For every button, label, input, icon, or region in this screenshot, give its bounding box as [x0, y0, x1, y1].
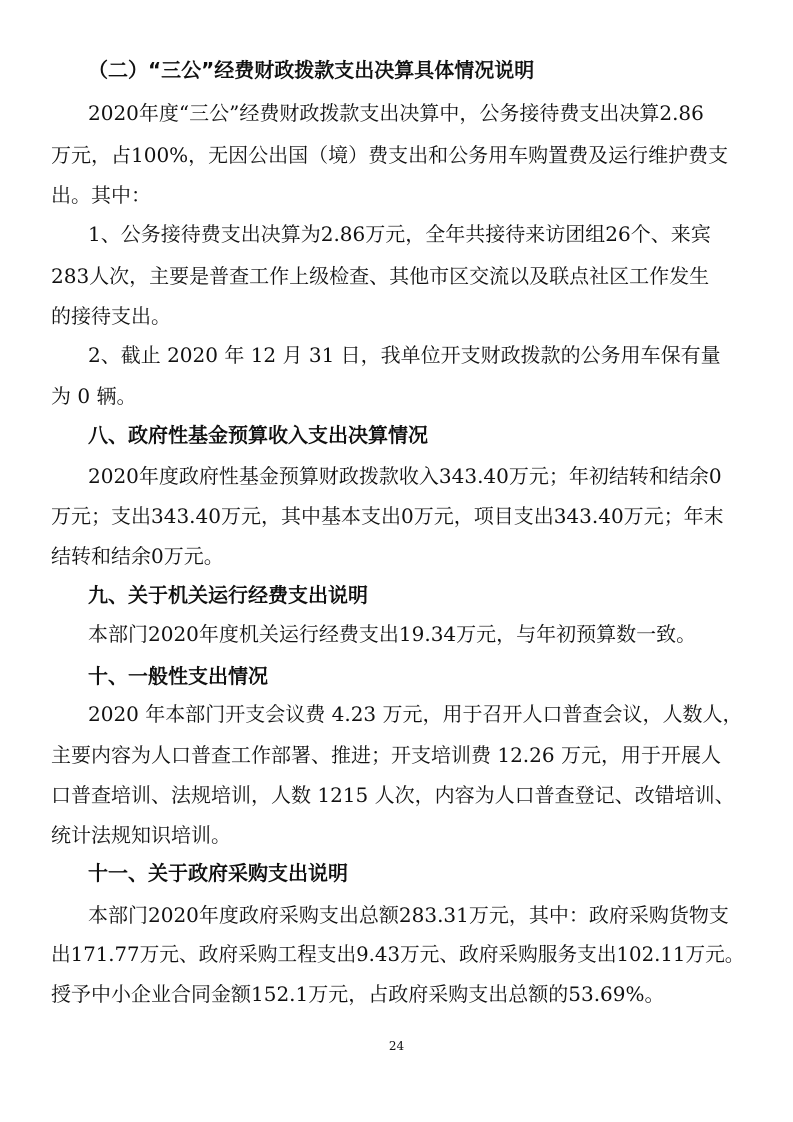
paragraph-line: 2、截止 2020 年 12 月 31 日，我单位开支财政拨款的公务用车保有量 — [88, 343, 721, 367]
paragraph-line: 口普查培训、法规培训，人数 1215 人次，内容为人口普查登记、改错培训、 — [51, 783, 735, 807]
section-heading-sangong: （二）“三公”经费财政拨款支出决算具体情况说明 — [88, 58, 535, 82]
paragraph-line: 结转和结余0万元。 — [51, 544, 224, 568]
section-heading-general: 十、一般性支出情况 — [88, 664, 268, 688]
paragraph-line: 本部门2020年度机关运行经费支出19.34万元，与年初预算数一致。 — [88, 622, 697, 646]
paragraph-line: 统计法规知识培训。 — [51, 823, 231, 847]
page-number: 24 — [388, 1039, 405, 1053]
section-heading-procurement: 十一、关于政府采购支出说明 — [88, 861, 348, 885]
paragraph-line: 1、公务接待费支出决算为2.86万元，全年共接待来访团组26个、来宾 — [88, 222, 711, 246]
paragraph-line: 的接待支出。 — [51, 304, 171, 328]
paragraph-line: 出171.77万元、政府采购工程支出9.43万元、政府采购服务支出102.11万元。 — [51, 943, 745, 966]
paragraph-line: 主要内容为人口普查工作部署、推进；开支培训费 12.26 万元，用于开展人 — [51, 743, 721, 767]
paragraph-line: 出。其中： — [51, 183, 151, 207]
paragraph-line: 283人次，主要是普查工作上级检查、其他市区交流以及联点社区工作发生 — [51, 264, 710, 288]
paragraph-line: 2020年度“三公”经费财政拨款支出决算中，公务接待费支出决算2.86 — [88, 101, 704, 125]
paragraph-line: 授予中小企业合同金额152.1万元，占政府采购支出总额的53.69%。 — [51, 982, 665, 1006]
paragraph-line: 2020年度政府性基金预算财政拨款收入343.40万元；年初结转和结余0 — [88, 464, 722, 488]
paragraph-line: 万元；支出343.40万元，其中基本支出0万元，项目支出343.40万元；年末 — [51, 504, 724, 528]
paragraph-line: 为 0 辆。 — [51, 384, 137, 408]
section-heading-operating: 九、关于机关运行经费支出说明 — [88, 583, 368, 607]
paragraph-line: 万元，占100%，无因公出国（境）费支出和公务用车购置费及运行维护费支 — [51, 143, 729, 167]
paragraph-line: 2020 年本部门开支会议费 4.23 万元，用于召开人口普查会议，人数人， — [88, 702, 743, 726]
paragraph-line: 本部门2020年度政府采购支出总额283.31万元，其中：政府采购货物支 — [88, 903, 729, 927]
section-heading-fund: 八、政府性基金预算收入支出决算情况 — [88, 423, 428, 447]
